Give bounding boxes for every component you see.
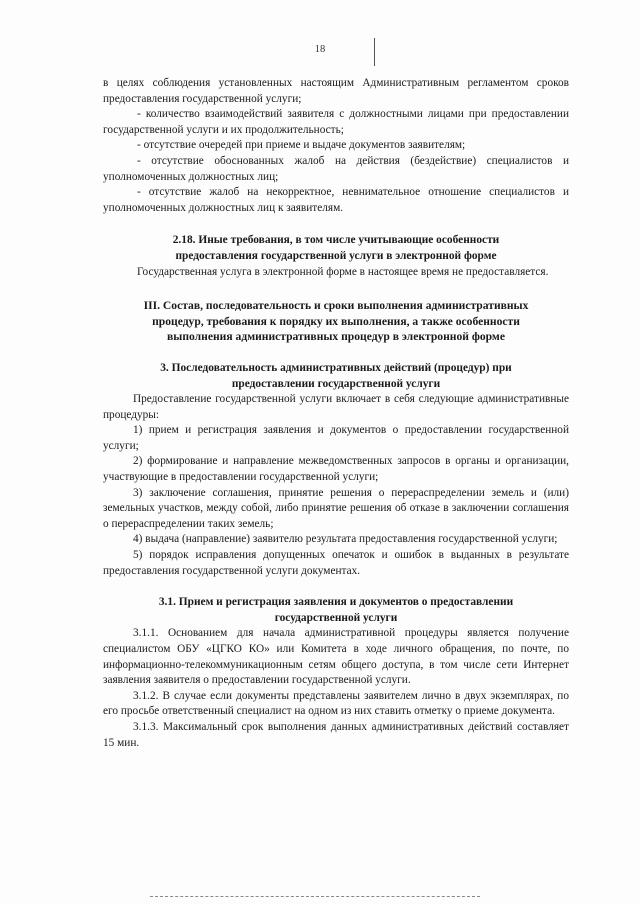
procedure-item-2: 2) формирование и направление межведомственных запросов в органы и организации, участвующие в предоставлении государственной услуги;: [103, 455, 569, 484]
document-body: [103, 76, 569, 751]
procedure-item-5: 5) порядок исправления допущенных опечаток и ошибок в выданных в результате предоставления государственной услуги документах.: [103, 549, 569, 577]
clause-3-1-2: 3.1.2. В случае если документы представлены заявителем лично в двух экземплярах, по его просьбе ответственный специалист на одном из них ставить отметку о приеме документа.: [103, 689, 569, 718]
procedure-item-1: 1) прием и регистрация заявления и документов о предоставлении государственной услуги;: [103, 424, 569, 452]
section-III-title-line-2: процедур, требования к порядку их выполнения, а также особенности: [152, 314, 520, 328]
section-III-title-line-3: выполнения административных процедур в электронной форме: [167, 330, 505, 344]
section-3-intro: Предоставление государственной услуги включает в себя следующие административные процедуры:: [103, 393, 569, 421]
procedure-item-3: 3) заключение соглашения, принятие решения о перераспределении земель и (или) земельных участков, между собой, либо принятие решения об отказе в заключении соглашения о перераспределении таких земель;: [103, 486, 569, 530]
intro-paragraph-5: - отсутствие жалоб на некорректное, невнимательное отношение специалистов и уполномоченных должностных лиц к заявителям.: [103, 186, 569, 214]
section-3-title-line-1: 3. Последовательность административных действий (процедур) при: [160, 361, 512, 374]
section-3-1-title-line-2: государственной услуги: [274, 611, 398, 624]
intro-paragraph-1: в целях соблюдения установленных настоящим Административным регламентом сроков предоставления государственной услуги;: [103, 77, 569, 105]
intro-paragraph-4: - отсутствие обоснованных жалоб на действия (бездействие) специалистов и уполномоченных должностных лиц;: [103, 154, 569, 183]
section-2-18-title-line-2: предоставления государственной услуги в электронной форме: [175, 249, 497, 262]
section-III-title-line-1: III. Состав, последовательность и сроки выполнения административных: [143, 299, 529, 313]
page-number: 18: [314, 44, 326, 55]
scan-artifact-bottom: [150, 896, 480, 900]
intro-paragraph-3: - отсутствие очередей при приеме и выдаче документов заявителям;: [137, 139, 466, 152]
section-2-18-title-line-1: 2.18. Иные требования, в том числе учитывающие особенности: [172, 234, 500, 247]
intro-paragraph-2: - количество взаимодействий заявителя с должностными лицами при предоставлении государственной услуги и их продолжительность;: [103, 108, 569, 136]
procedure-item-4: 4) выдача (направление) заявителю результата предоставления государственной услуги;: [133, 533, 558, 546]
section-3-title-line-2: предоставлении государственной услуги: [231, 377, 441, 390]
section-3-1-heading: [103, 595, 569, 626]
clause-3-1-3: 3.1.3. Максимальный срок выполнения данных административных действий составляет 15 мин.: [103, 720, 569, 749]
section-2-18-text: Государственная услуга в электронной форме в настоящее время не предоставляется.: [137, 265, 549, 278]
clause-3-1-1: 3.1.1. Основанием для начала административной процедуры является получение специалистом ОБУ «ЦГКО КО» или Комитета в ходе личного обращения, по почте, по информационно-телекоммуникационным сетям общего доступа, в том числе сети Интернет заявления заявителя о предоставлении государственной услуги.: [103, 627, 569, 687]
section-III-heading: [103, 298, 569, 345]
section-3-heading: [103, 361, 569, 392]
margin-mark: [374, 38, 375, 66]
section-2-18-heading: [103, 233, 569, 264]
section-3-1-title-line-1: 3.1. Прием и регистрация заявления и документов о предоставлении: [158, 596, 514, 609]
